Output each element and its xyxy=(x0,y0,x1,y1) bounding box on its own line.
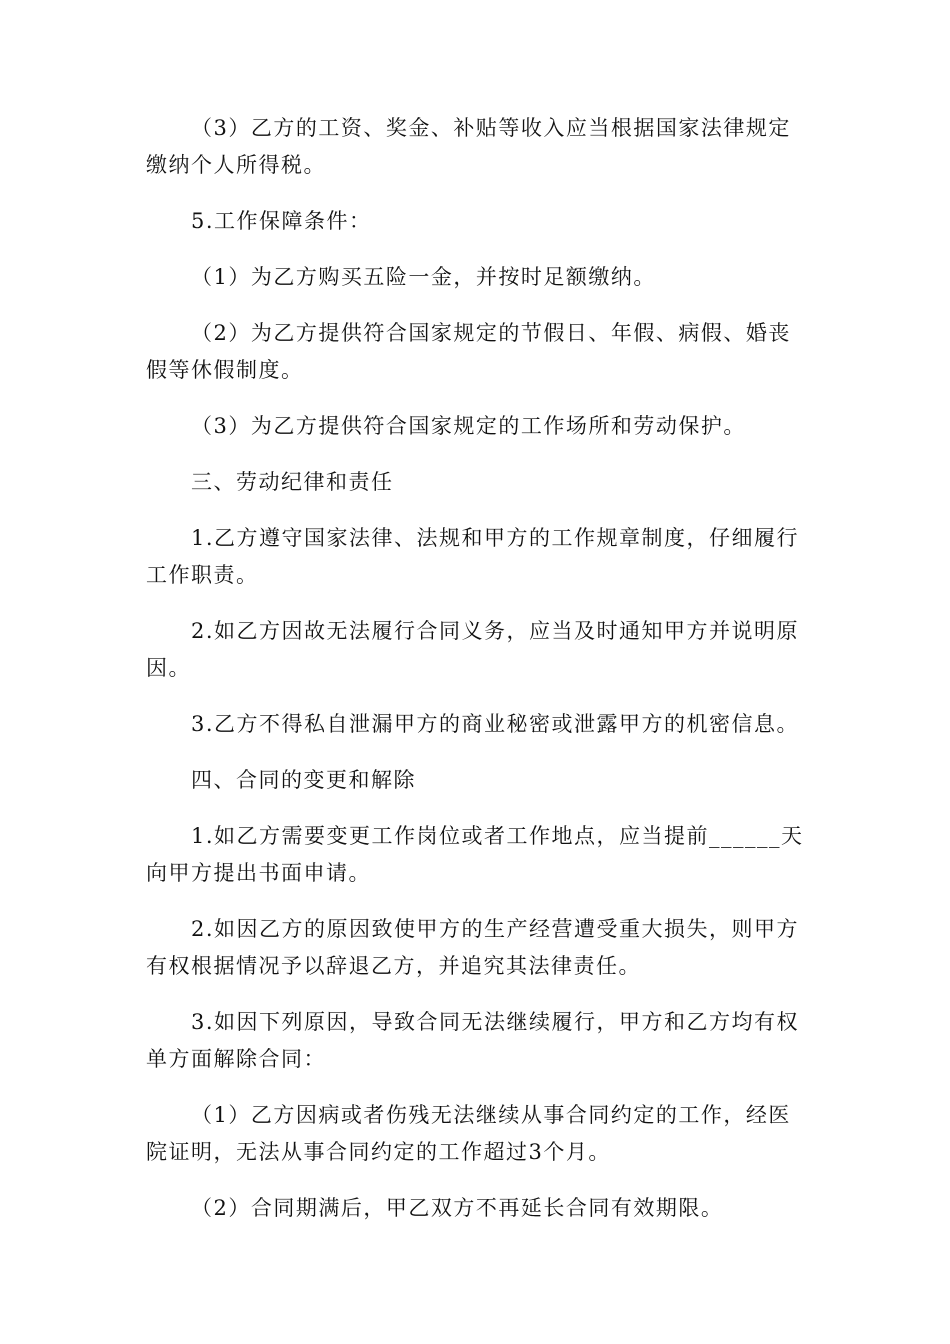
paragraph-confidentiality: 3.乙方不得私自泄漏甲方的商业秘密或泄露甲方的机密信息。 xyxy=(191,712,800,736)
paragraph-notify-employer: 2.如乙方因故无法履行合同义务，应当及时通知甲方并说明原因。 xyxy=(146,619,800,680)
paragraph-tax-clause: （3）乙方的工资、奖金、补贴等收入应当根据国家法律规定缴纳个人所得税。 xyxy=(146,116,791,177)
paragraph-workplace-protection: （3）为乙方提供符合国家规定的工作场所和劳动保护。 xyxy=(191,414,746,438)
paragraph-contract-expiry: （2）合同期满后，甲乙双方不再延长合同有效期限。 xyxy=(191,1196,724,1220)
paragraph-obey-rules: 1.乙方遵守国家法律、法规和甲方的工作规章制度，仔细履行工作职责。 xyxy=(146,526,800,587)
document-body xyxy=(146,110,806,1227)
paragraph-leave-system: （2）为乙方提供符合国家规定的节假日、年假、病假、婚丧假等休假制度。 xyxy=(146,321,791,382)
paragraph-social-insurance: （1）为乙方购买五险一金，并按时足额缴纳。 xyxy=(191,265,656,289)
paragraph-dismissal: 2.如因乙方的原因致使甲方的生产经营遭受重大损失，则甲方有权根据情况予以辞退乙方，并追究其法律责任。 xyxy=(146,917,800,978)
section-work-guarantee-heading: 5.工作保障条件： xyxy=(191,209,372,233)
section-labor-discipline-heading: 三、劳动纪律和责任 xyxy=(191,470,394,494)
section-contract-change-heading: 四、合同的变更和解除 xyxy=(191,768,416,792)
paragraph-termination-conditions: 3.如因下列原因，导致合同无法继续履行，甲方和乙方均有权单方面解除合同： xyxy=(146,1010,800,1071)
paragraph-change-request: 1.如乙方需要变更工作岗位或者工作地点，应当提前______天向甲方提出书面申请。 xyxy=(146,824,804,885)
paragraph-illness-condition: （1）乙方因病或者伤残无法继续从事合同约定的工作，经医院证明，无法从事合同约定的工作超过3个月。 xyxy=(146,1103,791,1164)
